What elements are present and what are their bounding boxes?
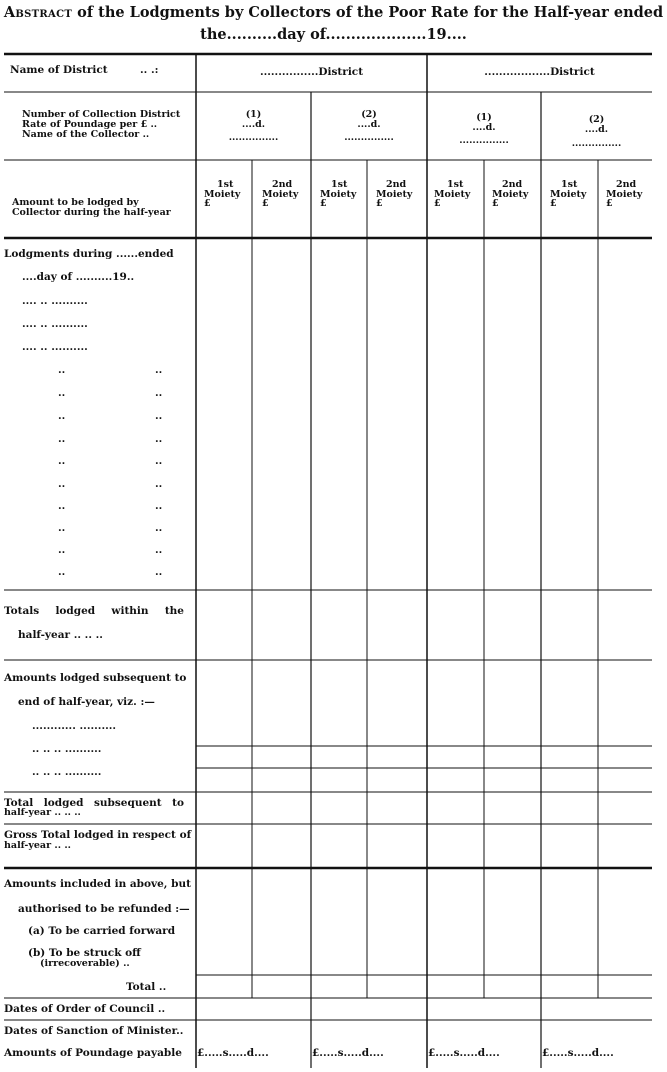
- ditto-mark: ..: [155, 364, 163, 376]
- ditto-mark: ..: [155, 455, 163, 467]
- district-heading-2: ..................District: [484, 66, 595, 78]
- refund-label-2: authorised to be refunded :—: [18, 903, 190, 915]
- moiety-header: 1st Moiety £: [434, 179, 471, 209]
- subcol-collector-dots: ...............: [571, 138, 622, 149]
- subcol-rate: ....d.: [241, 119, 266, 130]
- dots-row: .... .. ..........: [22, 295, 88, 307]
- ditto-mark: ..: [155, 478, 163, 490]
- ditto-mark: ..: [58, 387, 66, 399]
- subcol-number: (2): [361, 109, 377, 120]
- amounts-subsequent-label: Amounts lodged subsequent to: [4, 672, 187, 684]
- moiety-header: 1st Moiety £: [320, 179, 357, 209]
- dates-sanction-minister-label: Dates of Sanction of Minister..: [4, 1025, 184, 1037]
- moiety-header: 2nd Moiety £: [606, 179, 643, 209]
- totals-lodged-within-label: Totals lodged within the: [4, 605, 184, 617]
- subcol-collector-dots: ...............: [459, 135, 509, 146]
- subcol-collector-dots: ...............: [228, 132, 279, 143]
- name-of-district-dots: .. .:: [140, 64, 159, 76]
- ditto-mark: ..: [155, 522, 163, 534]
- subcol-rate: ....d.: [357, 119, 381, 130]
- total-subsequent-label: Total lodged subsequent to: [4, 797, 184, 809]
- ditto-mark: ..: [155, 433, 163, 445]
- amount-to-be-lodged-label: Amount to be lodged by Collector during the half-year: [12, 197, 171, 218]
- collector-name-label: Name of the Collector ..: [22, 129, 150, 140]
- amounts-poundage-label: Amounts of Poundage payable: [4, 1047, 182, 1059]
- ditto-mark: ..: [155, 387, 163, 399]
- day-of-row: ....day of ..........19..: [22, 271, 135, 283]
- poundage-payable-cell: £.....s.....d....: [197, 1047, 269, 1059]
- ditto-mark: ..: [58, 410, 66, 422]
- dates-order-council-label: Dates of Order of Council ..: [4, 1003, 166, 1015]
- form-title-date-line: the..........day of....................19....: [200, 26, 467, 43]
- moiety-header: 1st Moiety £: [204, 179, 241, 209]
- subcol-number: (1): [476, 112, 492, 123]
- district-heading-1: ................District: [259, 66, 364, 78]
- subcol-number: (2): [588, 114, 605, 125]
- ditto-mark: ..: [155, 410, 163, 422]
- moiety-header: 2nd Moiety £: [262, 179, 299, 209]
- carried-forward-label: (a) To be carried forward: [28, 925, 176, 937]
- subsequent-dots-row: .. .. .. ..........: [32, 766, 102, 778]
- subsequent-dots-row: ............ ..........: [32, 720, 117, 732]
- ditto-mark: ..: [58, 522, 66, 534]
- ditto-mark: ..: [58, 433, 66, 445]
- rate-of-poundage-label: Rate of Poundage per £ ..: [22, 119, 158, 130]
- dots-row: .... .. ..........: [22, 318, 88, 330]
- poundage-payable-cell: £.....s.....d....: [542, 1047, 614, 1059]
- form-title: Abstract of the Lodgments by Collectors of the Poor Rate for the Half-year ended: [3, 4, 664, 21]
- poundage-payable-cell: £.....s.....d....: [312, 1047, 384, 1059]
- ditto-mark: ..: [155, 544, 163, 556]
- dots-row: .... .. ..........: [22, 341, 88, 353]
- subcol-rate: ....d.: [472, 122, 496, 133]
- poundage-payable-cell: £.....s.....d....: [428, 1047, 500, 1059]
- ditto-mark: ..: [155, 566, 163, 578]
- gross-total-label-2: half-year .. ..: [4, 840, 71, 851]
- subcol-number: (1): [245, 109, 262, 120]
- collection-district-number-label: Number of Collection District: [22, 109, 181, 120]
- ditto-mark: ..: [58, 544, 66, 556]
- moiety-header: 2nd Moiety £: [376, 179, 413, 209]
- ditto-mark: ..: [58, 364, 66, 376]
- ditto-mark: ..: [58, 500, 66, 512]
- ditto-mark: ..: [58, 455, 66, 467]
- lodgments-during-label: Lodgments during ......ended: [4, 248, 174, 260]
- ditto-mark: ..: [58, 478, 66, 490]
- totals-lodged-within-label-2: half-year .. .. ..: [18, 629, 103, 641]
- subsequent-dots-row: .. .. .. ..........: [32, 743, 102, 755]
- moiety-header: 2nd Moiety £: [492, 179, 529, 209]
- subcol-collector-dots: ...............: [344, 132, 394, 143]
- moiety-header: 1st Moiety £: [550, 179, 587, 209]
- ditto-mark: ..: [155, 500, 163, 512]
- irrecoverable-label: (irrecoverable) ..: [40, 958, 130, 969]
- refund-label: Amounts included in above, but: [4, 878, 191, 890]
- subcol-rate: ....d.: [584, 124, 609, 135]
- amounts-subsequent-label-2: end of half-year, viz. :—: [18, 696, 155, 708]
- ditto-mark: ..: [58, 566, 66, 578]
- total-label: Total ..: [126, 981, 167, 993]
- gross-total-label: Gross Total lodged in respect of: [4, 829, 192, 841]
- struck-off-label: (b) To be struck off: [28, 947, 141, 959]
- name-of-district-label: Name of District: [10, 64, 108, 76]
- total-subsequent-label-2: half-year .. .. ..: [4, 807, 81, 818]
